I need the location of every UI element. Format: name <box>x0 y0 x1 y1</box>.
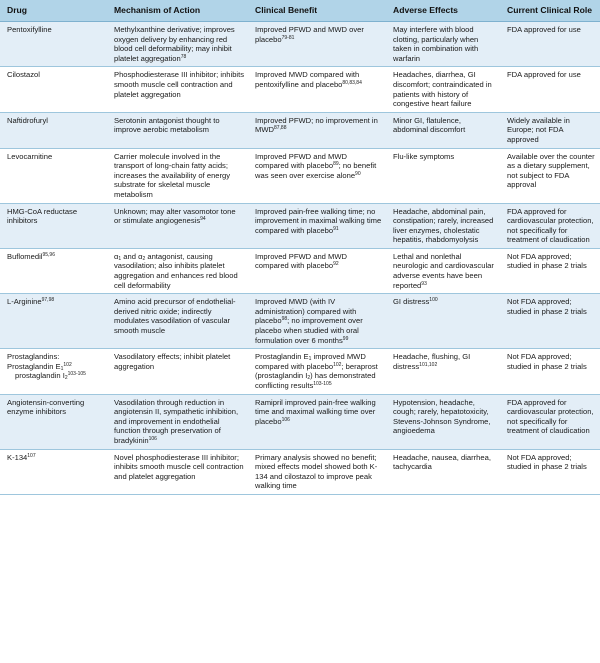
drug-cell: $K-134^{107}$ <box>0 449 107 494</box>
mechanism-cell: $\alpha_1$ and $\alpha_2$ antagonist, causing vasodilation; also inhibits platelet aggregation and enhances red blood cell deformability <box>107 248 248 293</box>
benefit-cell: Ramipril improved pain-free walking time and maximal walking time over placebo$^{106}$ <box>248 394 386 449</box>
adverse-cell: Headache, flushing, GI distress$^{101,102}$ <box>386 349 500 394</box>
benefit-cell: Improved PFWD and MWD compared with placebo$^{92}$ <box>248 248 386 293</box>
header-clinical-role: Current Clinical Role <box>500 0 600 22</box>
drug-cell: Prostaglandins: Prostaglandin $E_1^{102}$ prostaglandin $I_2^{103-105}$ <box>0 349 107 394</box>
role-cell: Not FDA approved; studied in phase 2 trials <box>500 449 600 494</box>
header-clinical-benefit: Clinical Benefit <box>248 0 386 22</box>
drug-cell: Cilostazol <box>0 67 107 112</box>
adverse-cell: Lethal and nonlethal neurologic and cardiovascular adverse events have been reported$^{93}$ <box>386 248 500 293</box>
table-row <box>0 148 600 203</box>
table-row <box>0 203 600 248</box>
drug-cell: L-Arginine$^{97,98}$ <box>0 294 107 349</box>
mechanism-cell: Vasodilatory effects; inhibit platelet aggregation <box>107 349 248 394</box>
role-cell: FDA approved for use <box>500 67 600 112</box>
benefit-cell: Improved MWD (with IV administration) compared with placebo$^{98}$; no improvement over placebo when studied with oral formulation over 6 months$^{99}$ <box>248 294 386 349</box>
role-cell: FDA approved for use <box>500 22 600 67</box>
mechanism-cell: Amino acid precursor of endothelial-derived nitric oxide; indirectly modulates vasodilation of vascular smooth muscle <box>107 294 248 349</box>
adverse-cell: Flu-like symptoms <box>386 148 500 203</box>
benefit-cell: Improved PFWD and MWD over placebo$^{79-81}$ <box>248 22 386 67</box>
benefit-cell: Improved PFWD; no improvement in MWD$^{87,88}$ <box>248 112 386 148</box>
adverse-cell: GI distress$^{100}$ <box>386 294 500 349</box>
drug-subline: prostaglandin $I_2^{103-105}$ <box>15 371 86 382</box>
drug-cell: Angiotensin-converting enzyme inhibitors <box>0 394 107 449</box>
mechanism-cell: Phosphodiesterase III inhibitor; inhibits smooth muscle cell contraction and platelet aggregation <box>107 67 248 112</box>
adverse-cell: Hypotension, headache, cough; rarely, hepatotoxicity, Stevens-Johnson Syndrome, angioedema <box>386 394 500 449</box>
drug-cell: Levocarnitine <box>0 148 107 203</box>
table-row <box>0 449 600 494</box>
role-cell: Not FDA approved; studied in phase 2 trials <box>500 248 600 293</box>
role-cell: Not FDA approved; studied in phase 2 trials <box>500 294 600 349</box>
benefit-cell: Improved PFWD and MWD compared with placebo$^{89}$; no benefit was seen over exercise alone$^{90}$ <box>248 148 386 203</box>
adverse-cell: Headache, nausea, diarrhea, tachycardia <box>386 449 500 494</box>
mechanism-cell: Methylxanthine derivative; improves oxygen delivery by enhancing red blood cell deformability; may inhibit platelet aggregation$^{78}$ <box>107 22 248 67</box>
role-cell: Not FDA approved; studied in phase 2 trials <box>500 349 600 394</box>
drug-cell: Pentoxifylline <box>0 22 107 67</box>
drug-cell: HMG-CoA reductase inhibitors <box>0 203 107 248</box>
role-cell: Widely available in Europe; not FDA approved <box>500 112 600 148</box>
drug-cell: Buflomedil$^{95,96}$ <box>0 248 107 293</box>
table-row <box>0 294 600 349</box>
header-row <box>0 0 600 22</box>
mechanism-cell: Serotonin antagonist thought to improve aerobic metabolism <box>107 112 248 148</box>
table-row <box>0 248 600 293</box>
adverse-cell: Headaches, diarrhea, GI discomfort; contraindicated in patients with history of congestive heart failure <box>386 67 500 112</box>
header-mechanism: Mechanism of Action <box>107 0 248 22</box>
role-cell: FDA approved for cardiovascular protection, not specifically for treatment of claudication <box>500 394 600 449</box>
benefit-cell: Prostaglandin $E_1$ improved MWD compared with placebo$^{102}$; beraprost (prostaglandin $I_2$) has demonstrated conflicting results$^{103-105}$ <box>248 349 386 394</box>
header-adverse-effects: Adverse Effects <box>386 0 500 22</box>
mechanism-cell: Novel phosphodiesterase III inhibitor; inhibits smooth muscle cell contraction and platelet aggregation <box>107 449 248 494</box>
header-drug: Drug <box>0 0 107 22</box>
adverse-cell: Headache, abdominal pain, constipation; rarely, increased liver enzymes, cholestatic hepatitis, rhabdomyolysis <box>386 203 500 248</box>
mechanism-cell: Vasodilation through reduction in angiotensin II, sympathetic inhibition, and improvement in endothelial function through preservation of bradykinin$^{106}$ <box>107 394 248 449</box>
table-row <box>0 394 600 449</box>
table-row <box>0 349 600 394</box>
benefit-cell: Improved MWD compared with pentoxifylline and placebo$^{80,83,84}$ <box>248 67 386 112</box>
adverse-cell: Minor GI, flatulence, abdominal discomfort <box>386 112 500 148</box>
benefit-cell: Primary analysis showed no benefit; mixed effects model showed both K-134 and cilostazol to improve peak walking time <box>248 449 386 494</box>
table-row <box>0 67 600 112</box>
benefit-cell: Improved pain-free walking time; no improvement in maximal walking time compared with placebo$^{91}$ <box>248 203 386 248</box>
adverse-cell: May interfere with blood clotting, particularly when taken in combination with warfarin <box>386 22 500 67</box>
mechanism-cell: Carrier molecule involved in the transport of long-chain fatty acids; increases the availability of energy substrate for skeletal muscle metabolism <box>107 148 248 203</box>
table-row <box>0 112 600 148</box>
mechanism-cell: Unknown; may alter vasomotor tone or stimulate angiogenesis$^{94}$ <box>107 203 248 248</box>
role-cell: FDA approved for cardiovascular protection, not specifically for treatment of claudication <box>500 203 600 248</box>
role-cell: Available over the counter as a dietary supplement, not subject to FDA approval <box>500 148 600 203</box>
drug-cell: Naftidrofuryl <box>0 112 107 148</box>
table-row <box>0 22 600 67</box>
